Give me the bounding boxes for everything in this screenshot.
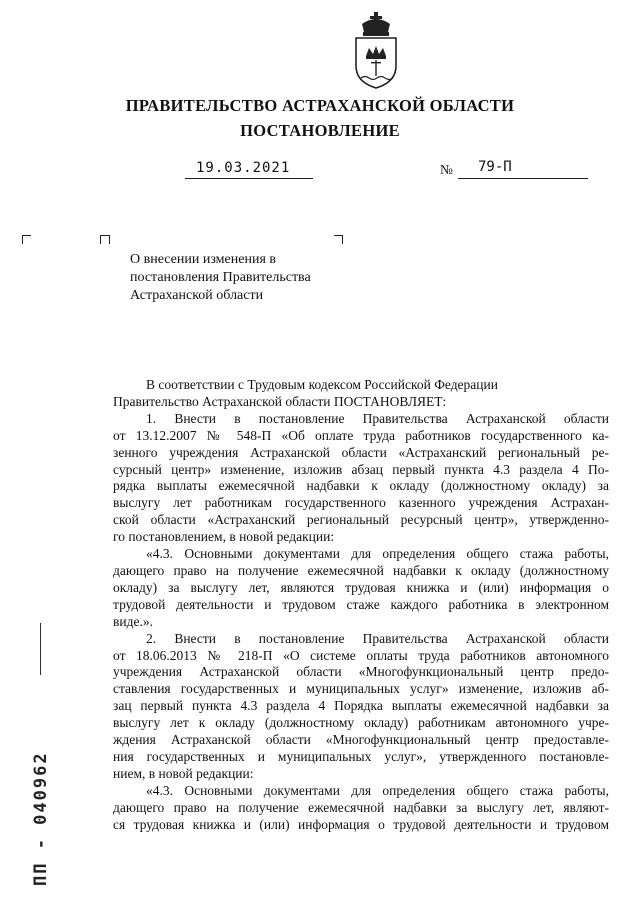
document-subject bbox=[130, 251, 311, 305]
document-date: 19.03.2021 bbox=[196, 160, 291, 176]
corner-mark-left bbox=[22, 235, 31, 244]
date-underline bbox=[185, 178, 313, 179]
coat-of-arms-icon bbox=[352, 10, 400, 90]
subject-line: Астраханской области bbox=[130, 288, 264, 303]
body-line: ния государственных и муниципальных услуг», утвержденного постановле- bbox=[113, 748, 609, 764]
body-line: зенного учреждения Астраханской области «Астраханский региональный ре- bbox=[113, 444, 609, 460]
body-line: от 13.12.2007 № 548-П «Об оплате труда работников государственного ка- bbox=[113, 427, 609, 443]
body-line: ской области «Астраханский региональный ресурсный центр», утвержденно- bbox=[113, 512, 609, 528]
body-line: ставления государственных и муниципальных услуг» изменение, изложив аб- bbox=[113, 681, 609, 697]
body-line: от 18.06.2013 № 218-П «О системе оплаты труда работников автономного bbox=[113, 647, 609, 663]
corner-mark-subject-right bbox=[334, 235, 343, 244]
body-line: «4.3. Основными документами для определения общего стажа работы, bbox=[146, 782, 609, 798]
body-line: ждения Астраханской области «Многофункциональный центр предоставле- bbox=[113, 732, 609, 748]
serial-number: ПП - 040962 bbox=[31, 751, 51, 886]
body-line: В соответствии с Трудовым кодексом Российской Федерации bbox=[146, 377, 498, 392]
body-line: Правительство Астраханской области ПОСТАНОВЛЯЕТ: bbox=[113, 393, 447, 409]
document-type: ПОСТАНОВЛЕНИЕ bbox=[240, 121, 400, 140]
corner-mark-subject-inner bbox=[101, 235, 110, 244]
organization-title: ПРАВИТЕЛЬСТВО АСТРАХАНСКОЙ ОБЛАСТИ bbox=[125, 96, 515, 115]
body-line: выслугу лет работникам государственного казенного учреждения Астрахан- bbox=[113, 495, 609, 511]
body-line: ся трудовая книжка и (или) информация о трудовой деятельности и трудовом bbox=[113, 816, 609, 832]
body-line: рядка выплаты ежемесячной надбавки к окладу (должностному окладу) за bbox=[113, 478, 609, 494]
document-number: 79-П bbox=[478, 159, 512, 175]
body-line: трудовой деятельности и трудовом стаже каждого работника в электронном bbox=[113, 596, 609, 612]
body-line: дающего право на получение ежемесячной надбавки к окладу (должностному bbox=[113, 562, 609, 578]
body-line: «4.3. Основными документами для определения общего стажа работы, bbox=[146, 546, 609, 562]
number-sign: № bbox=[440, 162, 453, 177]
number-underline bbox=[458, 178, 588, 179]
serial-number-stamp bbox=[18, 690, 58, 890]
body-line: виде.». bbox=[113, 613, 153, 629]
margin-rule bbox=[40, 623, 41, 675]
body-line: 2. Внести в постановление Правительства Астраханской области bbox=[146, 630, 609, 646]
subject-line: постановления Правительства bbox=[130, 270, 311, 285]
body-line: нием, в новой редакции: bbox=[113, 765, 254, 781]
body-line: учреждения Астраханской области «Многофункциональный центр предо- bbox=[113, 664, 609, 680]
body-line: го постановлением, в новой редакции: bbox=[113, 529, 335, 545]
subject-line: О внесении изменения в bbox=[130, 252, 276, 267]
body-line: зац первый пункта 4.3 раздела 4 Порядка выплаты ежемесячной надбавки за bbox=[113, 698, 609, 714]
body-line: окладу) за выслугу лет, являются трудовая книжка и (или) информация о bbox=[113, 579, 609, 595]
document-body bbox=[113, 377, 609, 833]
body-line: сурсный центр» изменение, изложив абзац первый пункта 4.3 раздела 4 По- bbox=[113, 461, 609, 477]
body-line: 1. Внести в постановление Правительства Астраханской области bbox=[146, 410, 609, 426]
body-line: выслугу лет к окладу (должностному окладу) работникам автономного учре- bbox=[113, 715, 609, 731]
body-line: дающего право на получение ежемесячной надбавки за выслугу лет, являют- bbox=[113, 799, 609, 815]
